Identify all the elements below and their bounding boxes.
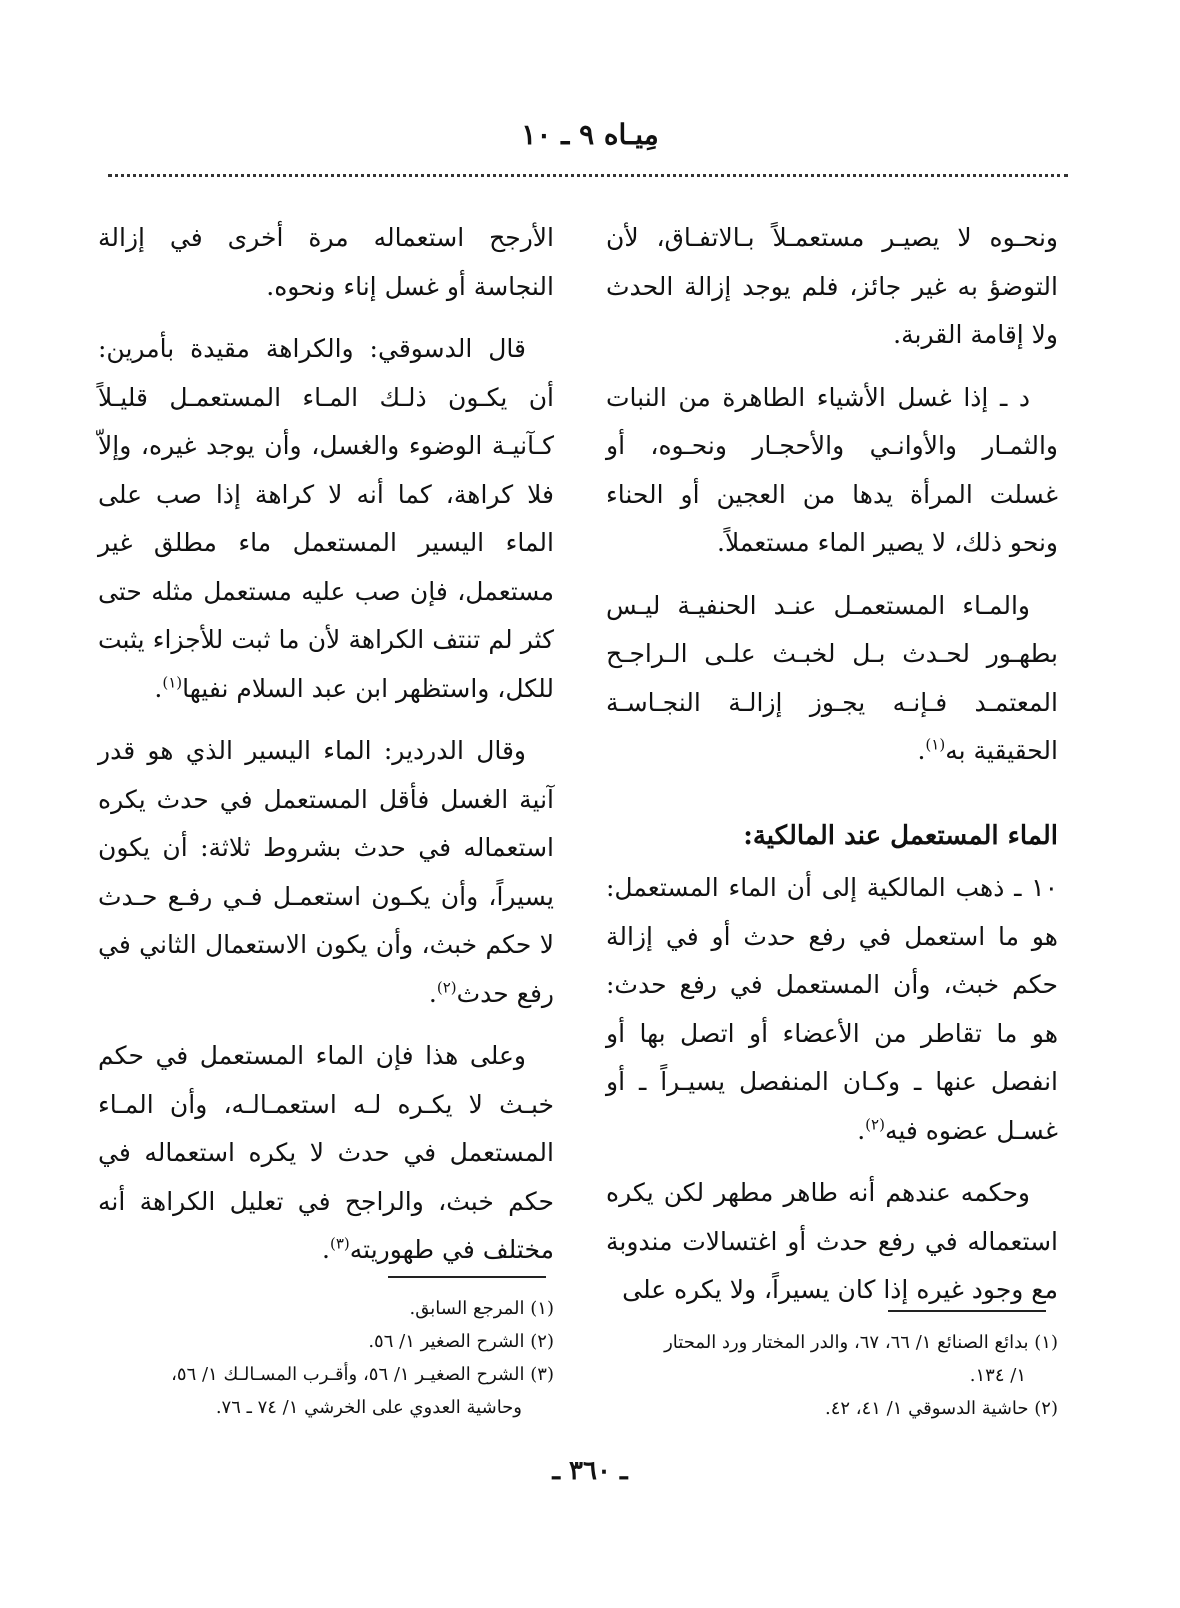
left-paragraph-1: الأرجح استعماله مرة أخرى في إزالة النجاسة أو غسل إناء ونحوه. (98, 223, 554, 301)
left-paragraph-4-text: وعلى هذا فإن الماء المستعمل في حكم خبـث لا يكـره لـه استعمـالـه، وأن المـاء المستعمل في حدث لا يكره استعماله في حكم خبث، والراجح في تعليل الكراهة أنه مختلف في طهوريته (98, 1041, 554, 1264)
right-paragraph-3-text: والمـاء المستعمـل عنـد الحنفيـة ليـس بطهـور لحـدث بـل لخبـث علـى الـراجـح المعتمـد فـإنـه يجـوز إزالـة النجـاسـة الحقيقية به (606, 590, 1058, 765)
paragraph-end: . (917, 736, 926, 765)
footnotes-left (98, 1292, 554, 1424)
header-dotted-rule (108, 174, 1068, 177)
paragraph-end: . (322, 1235, 330, 1264)
left-paragraph-2-text: قال الدسوقي: والكراهة مقيدة بأمرين: أن يكـون ذلـك المـاء المستعمـل قليـلاً كـآنيـة الوضوء والغسل، وأن يوجد غيره، وإلاّ فلا كراهة، كما أنه لا كراهة إذا صب على الماء اليسير المستعمل ماء مطلق غير مستعمل، فإن صب عليه مستعمل مثله حتى كثر لم تنتف الكراهة لأن ما ثبت للأجزاء يثبت للكل، واستظهر ابن عبد السلام نفيها (98, 334, 554, 703)
right-paragraph-4 (606, 864, 1058, 1155)
left-paragraph-2 (98, 325, 554, 713)
left-paragraph-3-text: وقال الدردير: الماء اليسير الذي هو قدر آنية الغسل فأقل المستعمل في حدث يكره استعماله في حدث بشروط ثلاثة: أن يكون يسيراً، وأن يكـون استعمـل فـي رفـع حـدث لا حكم خبث، وأن يكون الاستعمال الثاني في رفع حدث (98, 736, 554, 1008)
footnote-ref: (٢) (436, 978, 457, 997)
paragraph-end: . (857, 1115, 866, 1145)
section-heading-maliki: الماء المستعمل عند المالكية: (743, 820, 1058, 851)
footnotes-right (606, 1326, 1058, 1425)
right-column (606, 214, 1058, 1329)
footnote-ref: (٣) (329, 1234, 350, 1253)
right-paragraph-1: ونحـوه لا يصيـر مستعمـلاً بـالاتفـاق، لأن التوضؤ به غير جائز، فلم يوجد إزالة الحدث ولا إقامة القربة. (606, 223, 1058, 349)
right-paragraph-4-text: ١٠ ـ ذهب المالكية إلى أن الماء المستعمل: هو ما استعمل في رفع حدث أو في إزالة حكم خبث، وأن المستعمل في رفع حدث: هو ما تقاطر من الأعضاء أو اتصل بها أو انفصل عنها ـ وكـان المنفصل يسيـراً ـ أو غسـل عضوه فيه (606, 873, 1058, 1145)
right-paragraph-5: وحكمه عندهم أنه طاهر مطهر لكن يكره استعماله في رفع حدث أو اغتسالات مندوبة مع وجود غيره إذا كان يسيراً، ولا يكره على (606, 1178, 1058, 1304)
footnote-rule-left (388, 1276, 546, 1278)
left-paragraph-3 (98, 727, 554, 1018)
footnote-ref: (٢) (865, 1115, 885, 1134)
footnote-left-3: (٣) الشرح الصغيـر ١/ ٥٦، وأقـرب المسـالـك ١/ ٥٦، (171, 1364, 554, 1385)
footnote-right-2: (٢) حاشية الدسوقي ١/ ٤١، ٤٢. (824, 1398, 1058, 1419)
footnote-ref: (١) (925, 735, 946, 754)
right-paragraph-2: د ـ إذا غسل الأشياء الطاهرة من النبات والثمـار والأوانـي والأحجـار ونحـوه، أو غسلت المرأة يدها من العجين أو الحناء ونحو ذلك، لا يصير الماء مستعملاً. (606, 382, 1058, 557)
footnote-rule-right (888, 1310, 1046, 1312)
page-number: ـ ٣٦٠ ـ (552, 1456, 628, 1486)
left-column (98, 214, 554, 1289)
paragraph-end: . (428, 978, 437, 1008)
footnote-right-1-continued: ١/ ١٣٤. (969, 1365, 1026, 1386)
left-paragraph-4 (98, 1032, 554, 1275)
footnote-right-1: (١) بدائع الصنائع ١/ ٦٦، ٦٧، والدر المختار ورد المحتار (664, 1332, 1058, 1353)
page-header-title: مِيـاه ٩ ـ ١٠ (521, 118, 659, 151)
footnote-left-1: (١) المرجع السابق. (409, 1298, 554, 1319)
footnote-left-3-continued: وحاشية العدوي على الخرشي ١/ ٧٤ ـ ٧٦. (215, 1397, 522, 1418)
footnote-ref: (١) (162, 673, 183, 692)
footnote-left-2: (٢) الشرح الصغير ١/ ٥٦. (368, 1331, 554, 1352)
right-paragraph-3 (606, 582, 1058, 776)
paragraph-end: . (154, 673, 163, 703)
